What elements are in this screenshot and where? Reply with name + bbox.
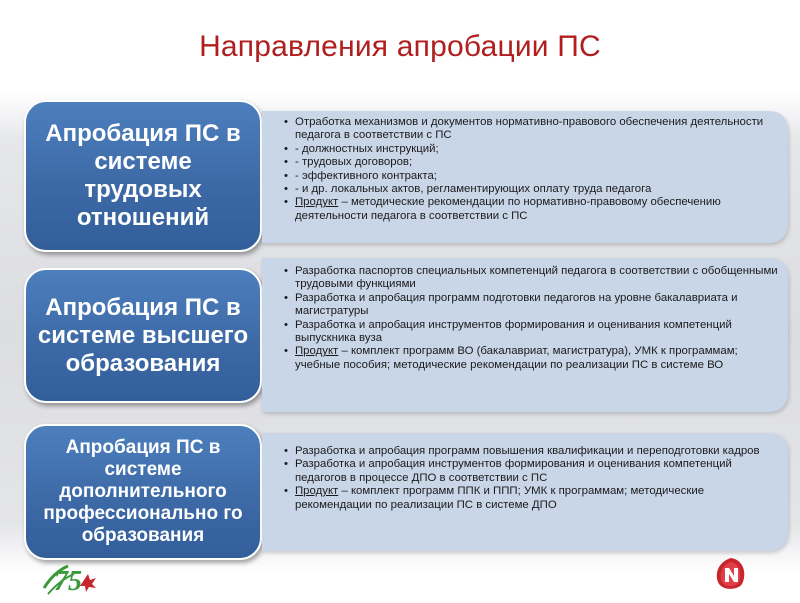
bullet-list: [284, 265, 778, 372]
slide-title: Направления апробации ПС: [199, 30, 601, 63]
bullet-item: • - эффективного контракта;: [284, 170, 778, 183]
row-label-box: [24, 100, 262, 252]
bullet-item: • Разработка и апробация инструментов формирования и оценивания компетенций педагогов в процессе ДПО в соответствии с ПС: [284, 458, 778, 485]
bullet-list: [284, 116, 778, 223]
bullet-item: • Отработка механизмов и документов нормативно-правового обеспечения деятельности педагога в соответствии с ПС: [284, 116, 778, 143]
product-label: Продукт: [295, 196, 339, 209]
row-label-box: [24, 424, 262, 560]
row-description-box: [262, 111, 788, 243]
bullet-item: • Разработка паспортов специальных компетенций педагога в соответствии с обобщенными трудовыми функциями: [284, 265, 778, 292]
row-label-box: [24, 268, 262, 403]
bullet-item-product: • Продукт – комплект программ ВО (бакалавриат, магистратура), УМК к программам; учебные пособия; методические рекомендации по реализации ПС в системе ВО: [284, 345, 778, 372]
bullet-item: • Разработка и апробация инструментов формирования и оценивания компетенций выпускника вуза: [284, 319, 778, 346]
row-label: Апробация ПС в системе высшего образования: [37, 293, 249, 377]
bullet-item-product: • Продукт – комплект программ ППК и ППП; УМК к программам; методические рекомендации по реализации ПС в системе ДПО: [284, 485, 778, 512]
product-label: Продукт: [295, 485, 339, 498]
bullet-item: • - и др. локальных актов, регламентирующих оплату труда педагога: [284, 183, 778, 196]
row-label: Апробация ПС в системе трудовых отношений: [45, 120, 241, 231]
logo-text: 75: [54, 566, 82, 597]
product-label: Продукт: [295, 345, 339, 358]
anniversary-logo-icon: [40, 558, 100, 598]
bullet-item-product: • Продукт – методические рекомендации по нормативно-правовому обеспечению деятельности педагога в соответствии с ПС: [284, 196, 778, 223]
row-description-box: [262, 258, 788, 412]
anniversary-logo: [40, 558, 100, 598]
bullet-list: [284, 445, 778, 512]
bullet-item: • - должностных инструкций;: [284, 143, 778, 156]
institute-logo: [714, 556, 748, 592]
bullet-item: • - трудовых договоров;: [284, 156, 778, 169]
row-label: Апробация ПС в системе дополнительного профессионально го образования: [43, 437, 243, 546]
row-description-box: [262, 433, 788, 551]
bullet-item: • Разработка и апробация программ повышения квалификации и переподготовки кадров: [284, 445, 778, 458]
bullet-item: • Разработка и апробация программ подготовки педагогов на уровне бакалавриата и магистратуры: [284, 292, 778, 319]
institute-logo-icon: [714, 556, 748, 592]
